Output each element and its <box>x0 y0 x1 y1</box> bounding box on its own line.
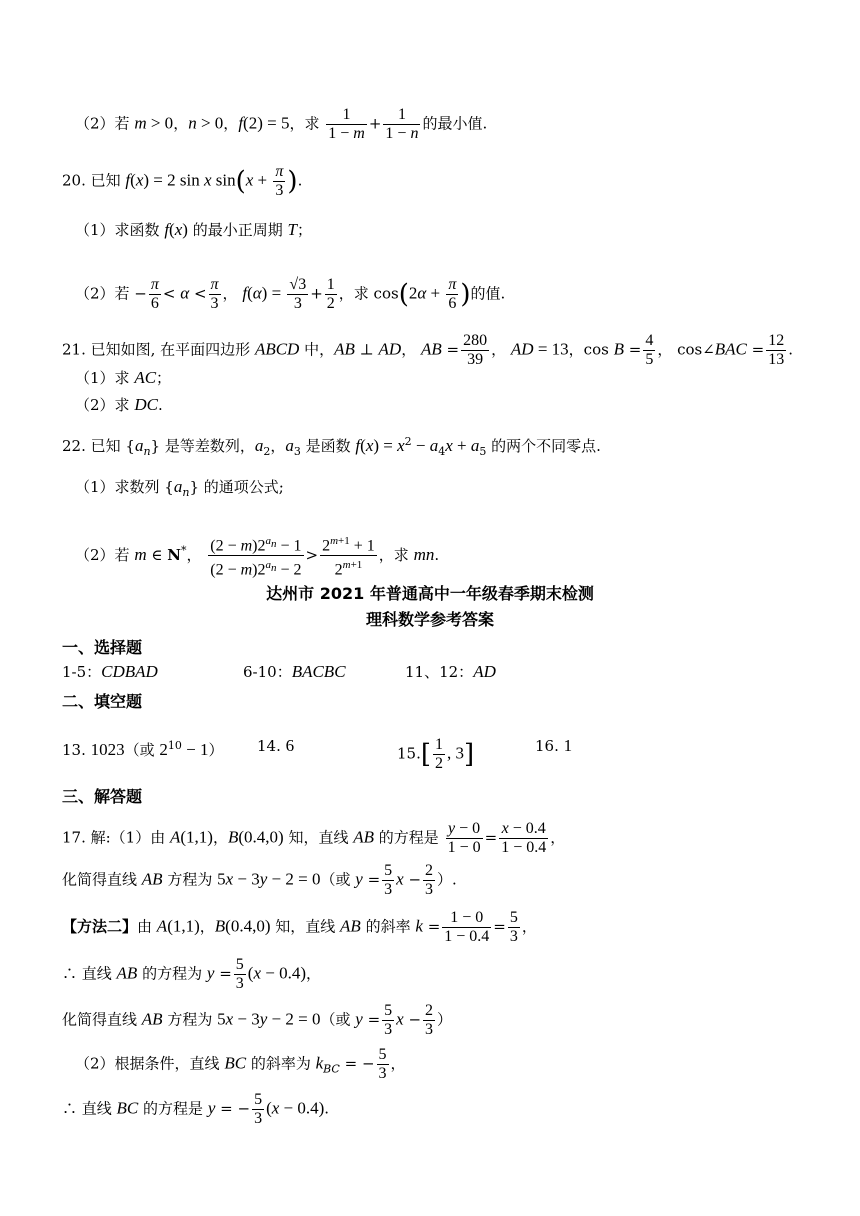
problem-21-part-1: （1）求 AC； <box>75 368 172 387</box>
solution-17-method-2: 【方法二】由 A(1,1)，B(0.4,0) 知，直线 AB 的斜率 k = $\frac{1 - 0}{1 - 0.4}$ = $\frac{5}{3}$ ， <box>62 909 537 945</box>
problem-20-part-2: （2）若 − $\frac{\pi}{6}$ < α < $\frac{\pi}{3}$ ， f(α) = $\frac{√3}{3}$ + $\frac{1}{2}$ ，求 cos(2α + $\frac{\pi}{6}$ )的值. <box>75 276 506 312</box>
mc-answers-1-5: 1-5：CDBAD <box>62 662 158 681</box>
solution-17-line-1: 17. 解:（1）由 A(1,1)，B(0.4,0) 知，直线 AB 的方程是 $\frac{y - 0}{1 - 0}$ = $\frac{x - 0.4}{1 - 0.4}$ ， <box>62 820 566 856</box>
mc-answers-6-10: 6-10：BACBC <box>243 662 346 681</box>
mc-answer-value: BACBC <box>291 662 346 681</box>
problem-21: 21. 已知如图, 在平面四边形 ABCD 中，AB ⊥ AD， AB = $\frac{280}{39}$ ， AD = 13，cos B = $\frac{4}{5}$ ， cos∠BAC = $\frac{12}{13}$ . <box>62 332 794 368</box>
problem-22-part-1: （1）求数列 $\{a_n\}$ 的通项公式; <box>75 477 284 499</box>
fill-answer-14: 14. 6 <box>257 736 295 755</box>
problem-22-part-2: （2）若 m ∈ N*， $\frac{(2 - m)2^{a_n} - 1}{(2 - m)2^{a_n} - 2}$ > $\frac{2^{m+1} + 1}{2^{m+1}}$ ，求 mn. <box>75 532 439 580</box>
solution-17-part-2: （2）根据条件，直线 BC 的斜率为 $k_{BC}$ = − $\frac{5}{3}$ ， <box>75 1046 406 1082</box>
section-solutions: 三、解答题 <box>62 787 143 806</box>
answer-key-subtitle: 理科数学参考答案 <box>365 610 494 629</box>
fill-answer-16: 16. 1 <box>535 736 573 755</box>
solution-17-line-5: 化简得直线 AB 方程为 5x − 3y − 2 = 0（或 y = $\frac{5}{3}$ x − $\frac{2}{3}$ ） <box>62 1002 453 1038</box>
section-multiple-choice: 一、选择题 <box>62 638 143 657</box>
fill-answer-15: 15.[ $\frac{1}{2}$ , 3] <box>397 736 475 772</box>
solution-17-line-2: 化简得直线 AB 方程为 5x − 3y − 2 = 0（或 y = $\frac{5}{3}$ x − $\frac{2}{3}$ ）. <box>62 862 457 898</box>
problem-19-part-2: （2）若 m > 0，n > 0，f(2) = 5，求 $\frac{1}{1 - m}$ + $\frac{1}{1 - n}$ 的最小值. <box>75 106 488 142</box>
problem-20-part-1: （1）求函数 f(x) 的最小正周期 T； <box>75 220 312 239</box>
answer-key-title: 达州市 2021 年普通高中一年级春季期末检测 <box>266 584 594 603</box>
problem-21-part-2: （2）求 DC. <box>75 395 163 414</box>
section-fill-in: 二、填空题 <box>62 692 143 711</box>
problem-22: 22. 已知 $\{a_n\}$ 是等差数列，$a_2$，$a_3$ 是函数 $f(x) = x^2 - a_4x + a_5$ 的两个不同零点. <box>62 435 601 458</box>
solution-17-line-7: ∴ 直线 BC 的方程是 y = − $\frac{5}{3}$ (x − 0.4). <box>62 1091 330 1127</box>
solution-17-line-4: ∴ 直线 AB 的方程为 y = $\frac{5}{3}$ (x − 0.4)， <box>62 956 321 992</box>
fill-answer-13: 13. 1023（或 $2^{10} - 1$） <box>62 739 224 759</box>
mc-answers-11-12: 11、12：AD <box>405 662 496 681</box>
mc-answer-value: AD <box>473 662 496 681</box>
mc-answer-value: CDBAD <box>101 662 158 681</box>
problem-20: 20. 已知 f(x) = 2 sin x sin(x + $\frac{\pi}{3}$ ). <box>62 163 303 199</box>
